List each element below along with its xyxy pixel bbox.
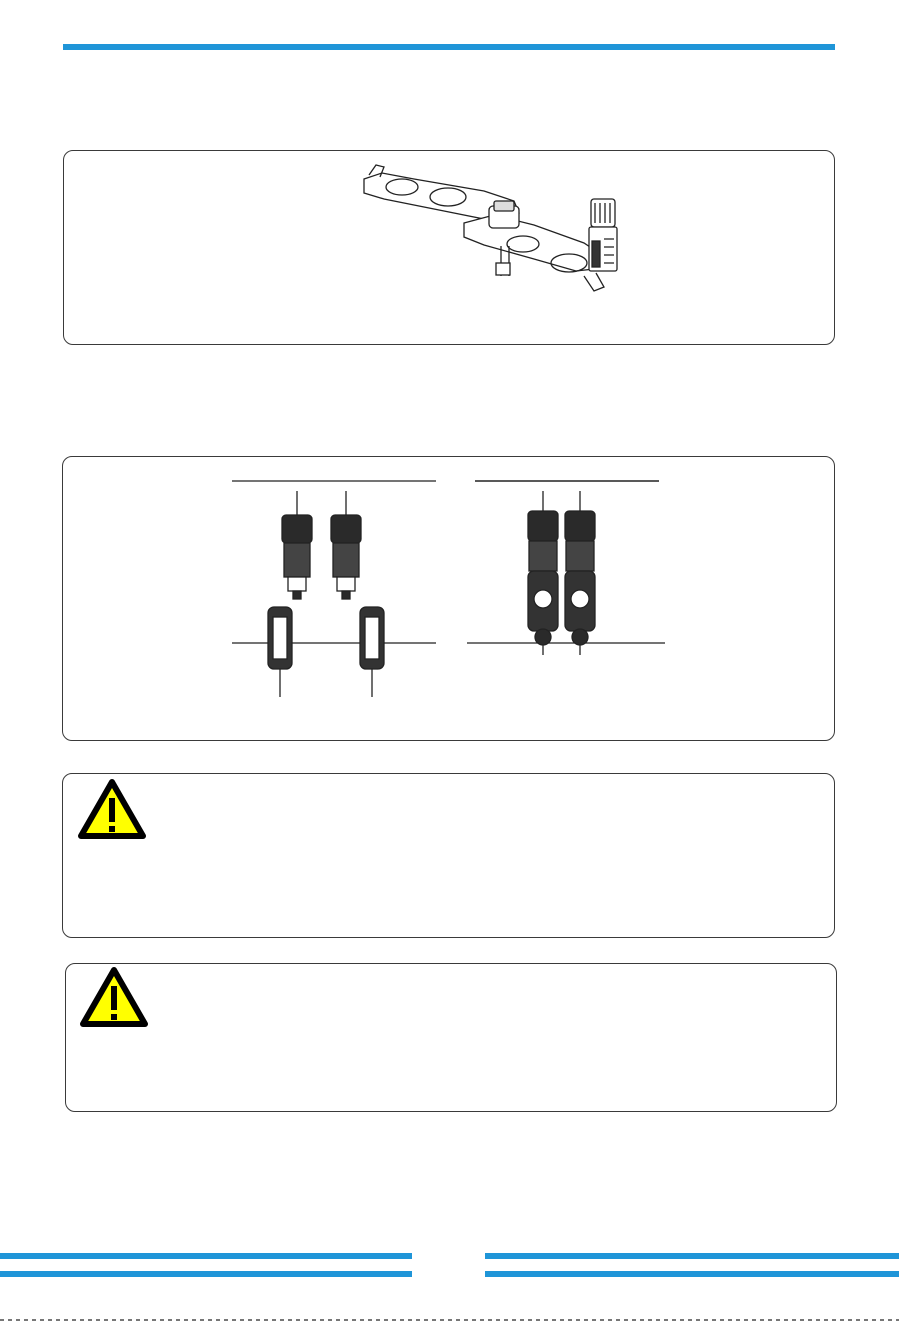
footer-rule-right-1 [485, 1253, 899, 1259]
footer-rule-left-1 [0, 1253, 412, 1259]
warning-triangle-icon [77, 778, 147, 840]
connector-illustration [63, 457, 836, 742]
spanner-wrench-icon [364, 165, 604, 291]
warning-triangle-icon [79, 966, 149, 1028]
footer-rule-right-2 [485, 1271, 899, 1277]
footer-rule-left-2 [0, 1271, 412, 1277]
warning-box-2 [65, 963, 837, 1112]
connector-pair-icon [232, 481, 436, 697]
connected-connector-icon [467, 481, 665, 655]
header-rule [63, 44, 835, 50]
warning-box-1 [62, 773, 835, 938]
connector-plug-icon [589, 199, 617, 271]
page-bottom-dashed-rule [0, 1319, 899, 1321]
tools-figure-panel [63, 150, 835, 345]
tools-illustration [64, 151, 836, 346]
connection-figure-panel [62, 456, 835, 741]
